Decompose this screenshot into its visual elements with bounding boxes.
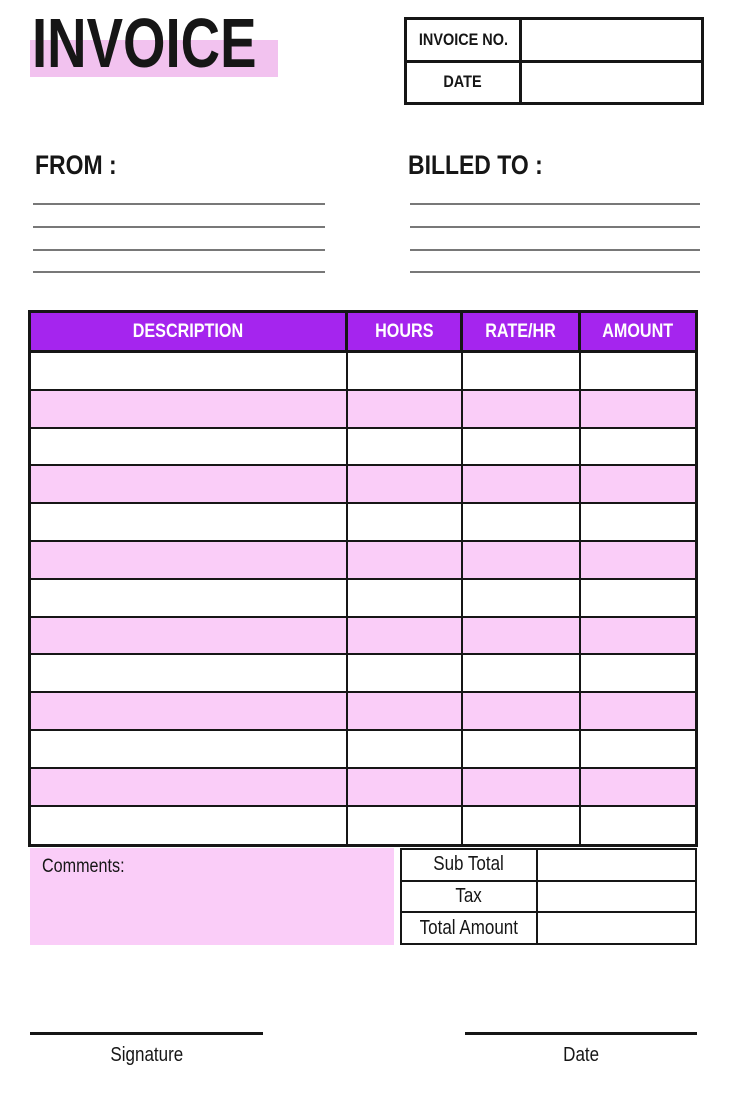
cell-amount[interactable] (581, 769, 695, 805)
cell-hours[interactable] (348, 693, 463, 729)
table-row (31, 693, 695, 731)
cell-description[interactable] (31, 542, 348, 578)
cell-rate[interactable] (463, 655, 581, 691)
comments-label: Comments: (42, 856, 125, 877)
date-row (407, 60, 701, 103)
table-row (31, 391, 695, 429)
comments-box[interactable] (30, 848, 394, 945)
cell-rate[interactable] (463, 731, 581, 767)
subtotal-row (402, 850, 695, 880)
date-label: DATE (407, 63, 522, 103)
total-amount-label: Total Amount (402, 913, 538, 943)
page-title: INVOICE (32, 4, 257, 82)
table-row (31, 618, 695, 656)
cell-description[interactable] (31, 807, 348, 845)
date-field[interactable] (522, 63, 701, 103)
cell-rate[interactable] (463, 580, 581, 616)
cell-amount[interactable] (581, 504, 695, 540)
date-footer-label: Date (563, 1044, 599, 1066)
table-row (31, 580, 695, 618)
table-header (31, 313, 695, 353)
tax-field[interactable] (538, 882, 695, 912)
total-amount-row (402, 911, 695, 943)
cell-hours[interactable] (348, 618, 463, 654)
billed-to-line[interactable] (410, 203, 700, 205)
table-row (31, 353, 695, 391)
cell-amount[interactable] (581, 429, 695, 465)
table-row (31, 429, 695, 467)
cell-rate[interactable] (463, 504, 581, 540)
cell-amount[interactable] (581, 353, 695, 389)
cell-rate[interactable] (463, 618, 581, 654)
from-line[interactable] (33, 271, 325, 273)
cell-rate[interactable] (463, 807, 581, 845)
billed-to-line[interactable] (410, 249, 700, 251)
cell-hours[interactable] (348, 429, 463, 465)
cell-description[interactable] (31, 618, 348, 654)
cell-rate[interactable] (463, 353, 581, 389)
cell-amount[interactable] (581, 807, 695, 845)
header-rate-hr: RATE/HR (463, 313, 581, 350)
cell-amount[interactable] (581, 731, 695, 767)
from-line[interactable] (33, 226, 325, 228)
billed-to-line[interactable] (410, 271, 700, 273)
table-row (31, 504, 695, 542)
table-row (31, 542, 695, 580)
cell-hours[interactable] (348, 542, 463, 578)
cell-amount[interactable] (581, 655, 695, 691)
table-row (31, 655, 695, 693)
invoice-no-label: INVOICE NO. (407, 20, 522, 60)
subtotal-field[interactable] (538, 850, 695, 880)
from-label: FROM : (35, 150, 117, 180)
signature-block (30, 1032, 263, 1067)
cell-hours[interactable] (348, 655, 463, 691)
tax-label: Tax (402, 882, 538, 912)
cell-amount[interactable] (581, 580, 695, 616)
cell-amount[interactable] (581, 466, 695, 502)
cell-rate[interactable] (463, 542, 581, 578)
cell-hours[interactable] (348, 807, 463, 845)
items-table (28, 310, 698, 847)
subtotal-label: Sub Total (402, 850, 538, 880)
total-amount-field[interactable] (538, 913, 695, 943)
signature-label: Signature (110, 1044, 183, 1066)
table-body (31, 353, 695, 844)
cell-amount[interactable] (581, 693, 695, 729)
invoice-no-field[interactable] (522, 20, 701, 60)
cell-description[interactable] (31, 693, 348, 729)
cell-amount[interactable] (581, 542, 695, 578)
tax-row (402, 880, 695, 912)
cell-rate[interactable] (463, 769, 581, 805)
header-description: DESCRIPTION (31, 313, 348, 350)
date-line[interactable] (465, 1032, 697, 1035)
cell-amount[interactable] (581, 618, 695, 654)
cell-description[interactable] (31, 731, 348, 767)
from-line[interactable] (33, 249, 325, 251)
cell-description[interactable] (31, 391, 348, 427)
cell-rate[interactable] (463, 466, 581, 502)
table-row (31, 769, 695, 807)
cell-hours[interactable] (348, 466, 463, 502)
cell-description[interactable] (31, 504, 348, 540)
table-row (31, 466, 695, 504)
billed-to-line[interactable] (410, 226, 700, 228)
cell-rate[interactable] (463, 429, 581, 465)
cell-rate[interactable] (463, 693, 581, 729)
cell-amount[interactable] (581, 391, 695, 427)
from-line[interactable] (33, 203, 325, 205)
cell-description[interactable] (31, 466, 348, 502)
cell-hours[interactable] (348, 580, 463, 616)
cell-description[interactable] (31, 353, 348, 389)
table-row (31, 807, 695, 845)
billed-to-label: BILLED TO : (408, 150, 543, 180)
invoice-meta-box (404, 17, 704, 105)
cell-hours[interactable] (348, 504, 463, 540)
signature-line[interactable] (30, 1032, 263, 1035)
cell-description[interactable] (31, 655, 348, 691)
invoice-no-row (407, 20, 701, 60)
date-block (465, 1032, 697, 1067)
cell-description[interactable] (31, 429, 348, 465)
cell-hours[interactable] (348, 353, 463, 389)
header-amount: AMOUNT (602, 320, 674, 342)
cell-description[interactable] (31, 769, 348, 805)
totals-box (400, 848, 697, 945)
cell-hours[interactable] (348, 731, 463, 767)
table-row (31, 731, 695, 769)
cell-hours[interactable] (348, 391, 463, 427)
header-hours: HOURS (348, 313, 463, 350)
cell-rate[interactable] (463, 391, 581, 427)
cell-hours[interactable] (348, 769, 463, 805)
cell-description[interactable] (31, 580, 348, 616)
